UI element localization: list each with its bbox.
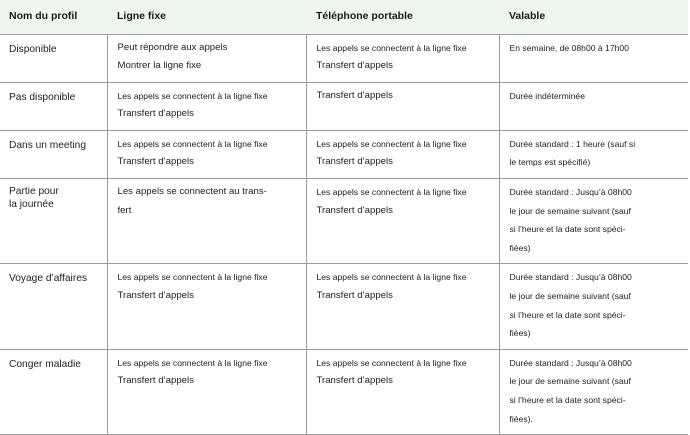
cell-profile-name bbox=[0, 179, 107, 264]
cell-line: Durée indéterminée bbox=[509, 90, 585, 101]
cell-line: Les appels se connectent à la ligne fixe bbox=[117, 90, 268, 101]
cell-fixed-line bbox=[107, 179, 306, 264]
cell-line: Peut répondre aux appels bbox=[117, 41, 228, 53]
cell-valid bbox=[499, 82, 688, 130]
cell-line: Transfert d’appels bbox=[316, 156, 393, 168]
cell-mobile-phone bbox=[306, 179, 499, 264]
table-row bbox=[0, 179, 688, 264]
cell-line: Disponible bbox=[9, 43, 57, 55]
cell-line: Les appels se connectent à la ligne fixe bbox=[316, 272, 467, 283]
cell-line: En semaine, de 08h00 à 17h00 bbox=[509, 42, 629, 53]
cell-line: fiées) bbox=[509, 328, 531, 339]
cell-mobile-phone bbox=[306, 349, 499, 434]
cell-line: Transfert d’appels bbox=[316, 375, 393, 387]
header-row bbox=[0, 0, 688, 34]
cell-valid bbox=[499, 34, 688, 82]
cell-line: Les appels se connectent au trans- bbox=[117, 186, 267, 198]
cell-line: Dans un meeting bbox=[9, 139, 87, 151]
cell-line: Pas disponible bbox=[9, 91, 76, 103]
table-body bbox=[0, 34, 688, 435]
cell-mobile-phone bbox=[306, 34, 499, 82]
cell-line: Durée standard : Jusqu’à 08h00 bbox=[509, 187, 632, 198]
cell-line: Transfert d’appels bbox=[117, 290, 194, 302]
table-row bbox=[0, 130, 688, 178]
cell-line: fert bbox=[117, 204, 132, 216]
cell-line: fiées) bbox=[509, 242, 531, 253]
cell-line: Transfert d’appels bbox=[316, 60, 393, 72]
cell-line: Voyage d’affaires bbox=[9, 273, 87, 285]
cell-profile-name bbox=[0, 130, 107, 178]
cell-profile-name bbox=[0, 34, 107, 82]
cell-line: Durée standard : Jusqu’à 08h00 bbox=[509, 272, 632, 283]
cell-valid bbox=[499, 130, 688, 178]
cell-line: le temps est spécifié) bbox=[509, 157, 591, 168]
cell-mobile-phone bbox=[306, 82, 499, 130]
cell-line: Les appels se connectent à la ligne fixe bbox=[117, 357, 268, 368]
cell-line: Durée standard : Jusqu’à 08h00 bbox=[509, 357, 632, 368]
header-fixed-line: Ligne fixe bbox=[107, 0, 306, 34]
table-row bbox=[0, 34, 688, 82]
cell-valid bbox=[499, 349, 688, 434]
cell-line: Les appels se connectent à la ligne fixe bbox=[316, 357, 467, 368]
header-valid: Valable bbox=[499, 0, 688, 34]
cell-fixed-line bbox=[107, 349, 306, 434]
cell-valid bbox=[499, 264, 688, 349]
cell-line: Transfert d’appels bbox=[117, 375, 194, 387]
cell-line: la journée bbox=[9, 198, 54, 210]
cell-line: Montrer la ligne fixe bbox=[117, 60, 202, 72]
cell-line: le jour de semaine suivant (sauf bbox=[509, 291, 631, 302]
cell-valid bbox=[499, 179, 688, 264]
cell-line: Les appels se connectent à la ligne fixe bbox=[316, 138, 467, 149]
cell-line: Conger maladie bbox=[9, 358, 81, 370]
cell-fixed-line bbox=[107, 34, 306, 82]
cell-line: Transfert d’appels bbox=[117, 156, 194, 168]
cell-profile-name bbox=[0, 349, 107, 434]
cell-line: Transfert d’appels bbox=[316, 204, 393, 216]
cell-line: si l’heure et la date sont spéci- bbox=[509, 395, 626, 405]
cell-line: Les appels se connectent à la ligne fixe bbox=[117, 138, 268, 149]
cell-mobile-phone bbox=[306, 264, 499, 349]
cell-line: Partie pour bbox=[9, 186, 59, 198]
cell-mobile-phone bbox=[306, 130, 499, 178]
table-row bbox=[0, 264, 688, 349]
cell-line: si l’heure et la date sont spéci- bbox=[509, 224, 626, 235]
table-header bbox=[0, 0, 688, 34]
cell-line: Transfert d’appels bbox=[316, 290, 393, 302]
table-row bbox=[0, 349, 688, 434]
cell-line: Transfert d’appels bbox=[117, 108, 194, 120]
table-row bbox=[0, 82, 688, 130]
cell-profile-name bbox=[0, 264, 107, 349]
cell-line: le jour de semaine suivant (sauf bbox=[509, 376, 631, 387]
cell-line: si l’heure et la date sont spéci- bbox=[509, 309, 626, 320]
cell-profile-name bbox=[0, 82, 107, 130]
header-profile-name: Nom du profil bbox=[0, 0, 107, 34]
header-mobile-phone: Téléphone portable bbox=[306, 0, 499, 34]
cell-line: Les appels se connectent à la ligne fixe bbox=[316, 187, 467, 198]
cell-fixed-line bbox=[107, 130, 306, 178]
cell-line: fiées). bbox=[509, 413, 533, 424]
cell-line: Transfert d’appels bbox=[316, 89, 393, 101]
cell-fixed-line bbox=[107, 82, 306, 130]
cell-line: le jour de semaine suivant (sauf bbox=[509, 205, 631, 216]
cell-line: Les appels se connectent à la ligne fixe bbox=[117, 272, 268, 283]
cell-line: Durée standard : 1 heure (sauf si bbox=[509, 138, 636, 149]
cell-fixed-line bbox=[107, 264, 306, 349]
cell-line: Les appels se connectent à la ligne fixe bbox=[316, 42, 467, 53]
